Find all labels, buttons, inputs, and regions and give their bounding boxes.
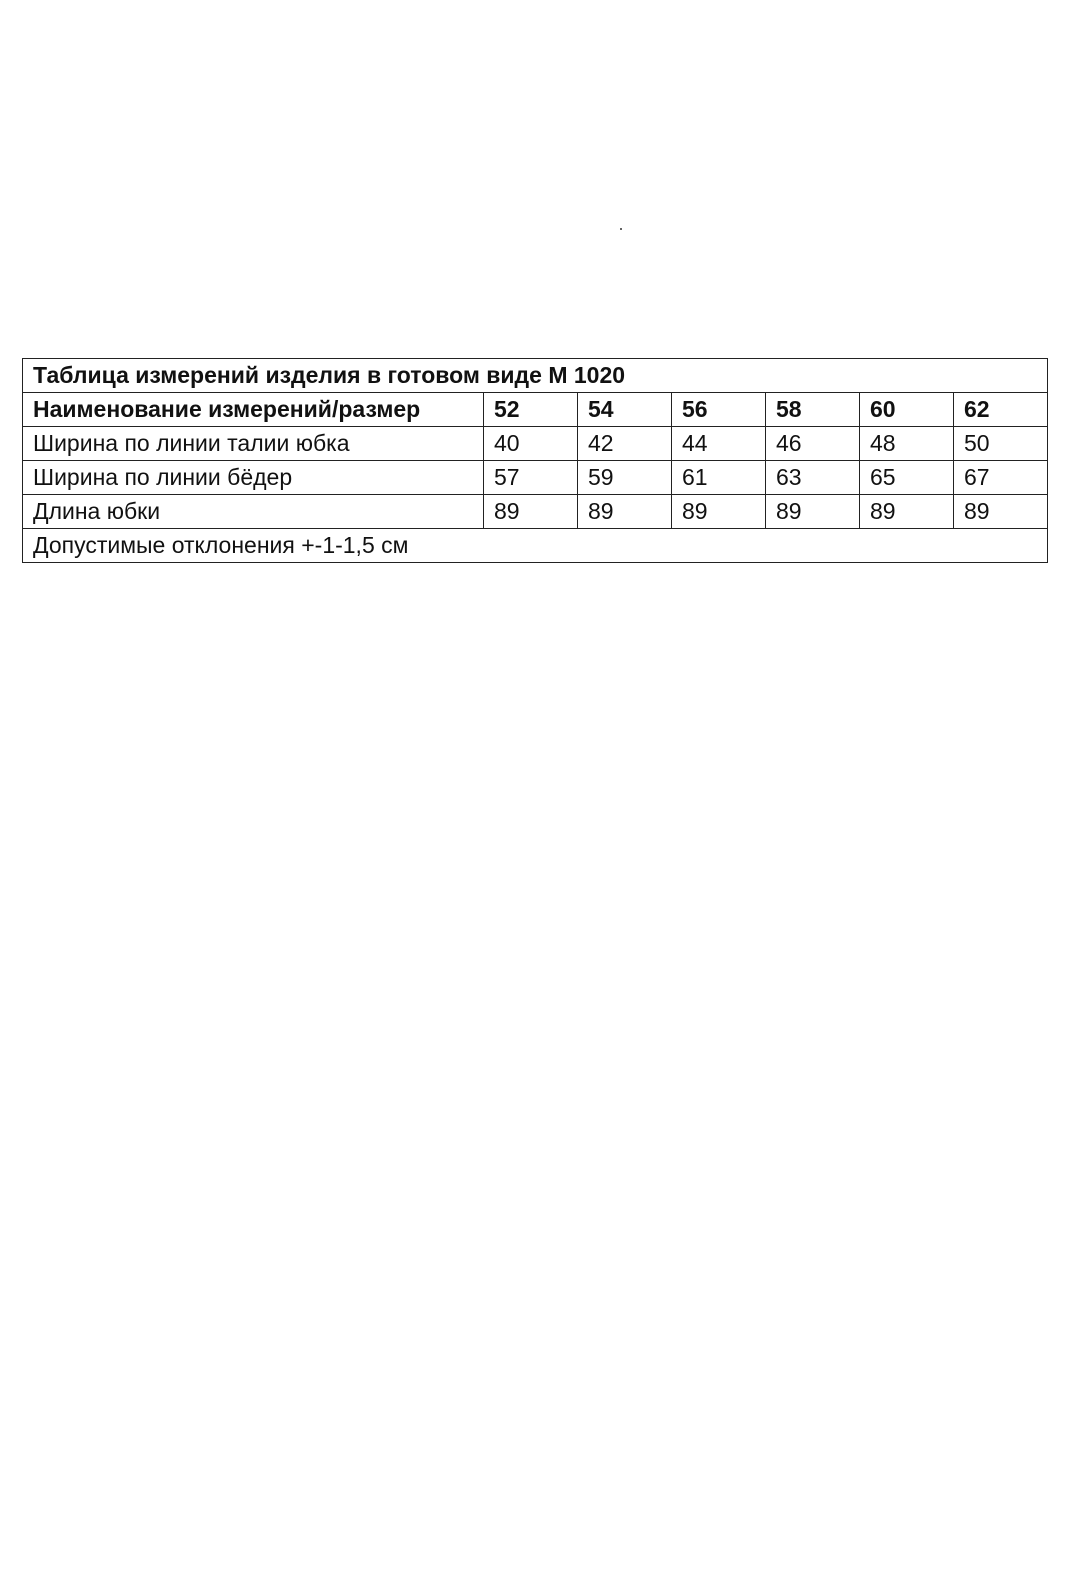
header-size: 54 bbox=[578, 393, 672, 427]
row-value: 59 bbox=[578, 461, 672, 495]
table-row bbox=[23, 461, 1048, 495]
row-value: 50 bbox=[954, 427, 1048, 461]
table-title: Таблица измерений изделия в готовом виде М 1020 bbox=[23, 359, 1048, 393]
row-value: 67 bbox=[954, 461, 1048, 495]
header-size: 58 bbox=[766, 393, 860, 427]
tolerance-note: Допустимые отклонения +-1-1,5 см bbox=[23, 529, 1048, 563]
table-row bbox=[23, 427, 1048, 461]
header-size: 60 bbox=[860, 393, 954, 427]
row-value: 61 bbox=[672, 461, 766, 495]
table-row bbox=[23, 495, 1048, 529]
row-value: 89 bbox=[954, 495, 1048, 529]
row-label: Ширина по линии талии юбка bbox=[23, 427, 484, 461]
row-value: 65 bbox=[860, 461, 954, 495]
row-value: 40 bbox=[484, 427, 578, 461]
table-header-row bbox=[23, 393, 1048, 427]
row-value: 89 bbox=[578, 495, 672, 529]
header-label: Наименование измерений/размер bbox=[23, 393, 484, 427]
table-note-row bbox=[23, 529, 1048, 563]
measurement-table bbox=[22, 358, 1048, 563]
row-label: Ширина по линии бёдер bbox=[23, 461, 484, 495]
header-size: 56 bbox=[672, 393, 766, 427]
row-label: Длина юбки bbox=[23, 495, 484, 529]
row-value: 89 bbox=[766, 495, 860, 529]
row-value: 42 bbox=[578, 427, 672, 461]
row-value: 89 bbox=[484, 495, 578, 529]
row-value: 89 bbox=[672, 495, 766, 529]
scan-speck bbox=[620, 228, 622, 230]
row-value: 48 bbox=[860, 427, 954, 461]
row-value: 89 bbox=[860, 495, 954, 529]
row-value: 44 bbox=[672, 427, 766, 461]
row-value: 46 bbox=[766, 427, 860, 461]
header-size: 52 bbox=[484, 393, 578, 427]
header-size: 62 bbox=[954, 393, 1048, 427]
row-value: 63 bbox=[766, 461, 860, 495]
table-title-row bbox=[23, 359, 1048, 393]
row-value: 57 bbox=[484, 461, 578, 495]
